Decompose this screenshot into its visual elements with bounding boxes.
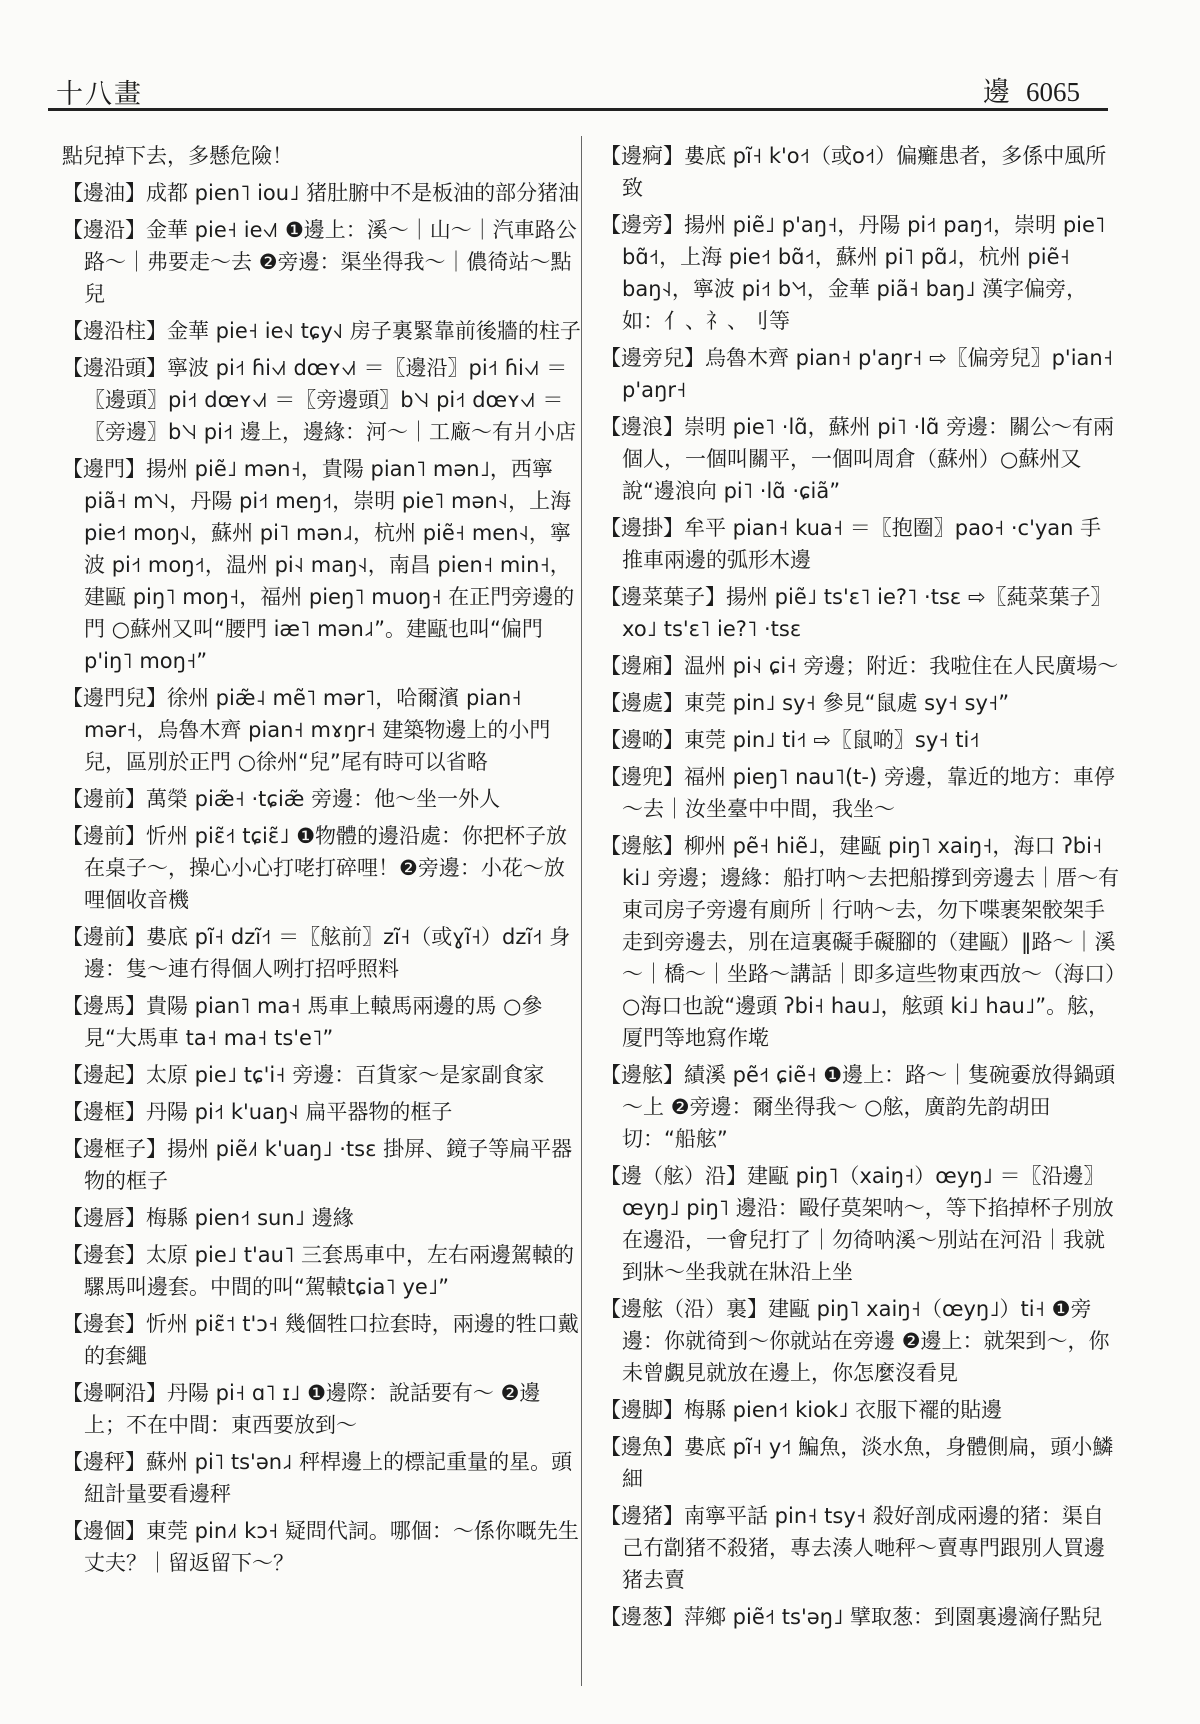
- entry: 【邊馬】貴陽 pian˥ ma˧ 馬車上轅馬兩邊的馬 ○參見“大馬車 ta˧ ma˧ ts'e˥”: [62, 994, 543, 1050]
- entry: 【邊猪】南寧平話 pin˧ tsy˧ 殺好剖成兩邊的猪：渠自己冇劏猪不殺猪，專去湊人哋秤～賣專門跟別人買邊猪去賣: [600, 1504, 1106, 1592]
- left-column: [62, 140, 582, 1584]
- entry: 【邊門】揚州 piẽ˩ mən˧，貴陽 pian˥ mən˩，西寧 piã˧ m˥˧˨，丹陽 pi˧˦ meŋ˧˦，崇明 pie˥ mən˧˨，上海 pie˧˦ moŋ˧˩，蘇州 pi˥ mən˩˨，杭州 piẽ˧ men˧˨，寧波 pi˧˦ moŋ˧˦，温州 pi˧˨ maŋ˧˨，南昌 pien˧ min˧，建甌 piŋ˥ moŋ˧，福州 pieŋ˥ muoŋ˧ 在正門旁邊的門 ○蘇州又叫“腰門 iæ˥ mən˩˨”。建甌也叫“偏門 p'iŋ˥ moŋ˧”: [62, 457, 575, 673]
- entry: 【邊葱】萍鄉 piẽ˧˦ ts'əŋ˩ 擘取葱：到園裏邊滴仔點兒: [600, 1605, 1102, 1629]
- entry: 【邊魚】婁底 pĩ˧ y˧˦ 鯿魚，淡水魚，身體側扁，頭小鱗細: [600, 1435, 1114, 1491]
- entry: 【邊沿頭】寧波 pi˧˦ ɦi˧˩˦ dœʏ˧˩˦ ＝〖邊沿〗pi˧˦ ɦi˧˩˦ ＝〖邊頭〗pi˧˦ dœʏ˧˩˦ ＝〖旁邊頭〗b˥˧˨ pi˧˦ dœʏ˧˩˦ ＝〖旁邊〗b˥˧˨ pi˧˦ 邊上，邊緣：河～｜工廠～有爿小店: [62, 356, 576, 444]
- entry: 【邊舷】績溪 pẽ˧˦ ɕiẽ˧ ❶邊上：路～｜隻碗嫑放得鍋頭～上 ❷旁邊：爾坐得我～ ○舷，廣韵先韵胡田切：“船舷”: [600, 1063, 1116, 1151]
- entry: 【邊（舷）沿】建甌 piŋ˥（xaiŋ˧）œyŋ˩ ＝〖沿邊〗œyŋ˩ piŋ˥ 邊沿：毆仔莫架呐～，等下掐掉杯子別放在邊沿，一會兒打了｜勿徛呐溪～別站在河沿｜我就到牀～坐我就在牀沿上坐: [600, 1164, 1114, 1284]
- entry: 【邊啊沿】丹陽 pi˧ ɑ˥ ɪ˩ ❶邊際：說話要有～ ❷邊上；不在中間：東西要放到～: [62, 1381, 541, 1437]
- right-column: [600, 140, 1120, 1638]
- entry: 【邊旁兒】烏魯木齊 pian˧ p'aŋr˧ ⇨〖偏旁兒〗p'ian˧ p'aŋr˧: [600, 346, 1114, 402]
- entry: 【邊沿柱】金華 pie˧ ie˧˩ tɕy˧˩ 房子裏緊靠前後牆的柱子: [62, 319, 581, 343]
- head-character: 邊: [983, 77, 1010, 108]
- entry: 【邊痾】婁底 pĩ˧ k'o˧˦（或o˧˦）偏癱患者，多係中風所致: [600, 144, 1107, 200]
- header-rule: [48, 108, 1108, 111]
- entry: 【邊框】丹陽 pi˧˦ k'uaŋ˧˨ 扁平器物的框子: [62, 1100, 453, 1124]
- entry: 【邊唇】梅縣 pien˧˦ sun˩ 邊緣: [62, 1206, 354, 1230]
- entry: 點兒掉下去，多懸危險！: [62, 144, 293, 168]
- page-number: 6065: [1026, 77, 1080, 107]
- entry: 【邊沿】金華 pie˧ ie˧˩˥ ❶邊上：溪～｜山～｜汽車路公路～｜弗要走～去 ❷旁邊：渠坐得我～｜儂徛站～點兒: [62, 218, 577, 306]
- entry: 【邊門兒】徐州 piæ̃˨ mẽ˥ mər˥，哈爾濱 pian˧ mər˧，烏魯木齊 pian˧ mɤŋr˧ 建築物邊上的小門兒，區別於正門 ○徐州“兒”尾有時可以省略: [62, 686, 551, 774]
- entry: 【邊脚】梅縣 pien˧˦ kiok˩ 衣服下襬的貼邊: [600, 1398, 1003, 1422]
- entry: 【邊兜】福州 pieŋ˥ nau˥(t-) 旁邊，靠近的地方：車停～去｜汝坐臺中中間，我坐～: [600, 765, 1115, 821]
- entry: 【邊菜葉子】揚州 piẽ˩ ts'ɛ˥ ie?˥ ·tsɛ ⇨〖蒓菜葉子〗xo˩ ts'ɛ˥ ie?˥ ·tsɛ: [600, 585, 1112, 641]
- entry: 【邊前】婁底 pĩ˧ dzĩ˧˦ ＝〖舷前〗zĩ˧（或ɣĩ˧）dzĩ˧˦ 身邊：隻～連冇得個人咧打招呼照料: [62, 925, 571, 981]
- entry: 【邊處】東莞 pin˩ sy˧ 參見“鼠處 sy˧ sy˧”: [600, 691, 1010, 715]
- entry: 【邊旁】揚州 piẽ˩ p'aŋ˧，丹陽 pi˧˦ paŋ˧˦，崇明 pie˥ bɑ̃˧˦，上海 pie˧˦ bɑ̃˧˦，蘇州 pi˥ pɑ̃˩˨，杭州 piẽ˧ baŋ˧˨，寧波 pi˧˦ b˥˧˦，金華 piã˧ baŋ˩ 漢字偏旁，如：亻、礻、刂等: [600, 213, 1106, 333]
- entry: 【邊套】太原 pie˩ t'au˥ 三套馬車中，左右兩邊駕轅的騾馬叫邊套。中間的叫“駕轅tɕia˥ ye˩”: [62, 1243, 575, 1299]
- entry: 【邊舷】柳州 pẽ˧ hiẽ˩，建甌 piŋ˥ xaiŋ˧，海口 ʔbi˧ ki˩ 旁邊；邊緣：船打呐～去把船撐到旁邊去｜厝～有東司房子旁邊有廁所｜行呐～去，勿下喋裹架骹架手走到旁邊去，別在這裏礙手礙腳的（建甌）‖路～｜溪～｜橋～｜坐路～講話｜即多這些物東西放～（海口）○海口也說“邊頭 ʔbi˧ hau˩，舷頭 ki˩ hau˩”。舷，厦門等地寫作墘: [600, 834, 1120, 1050]
- entry: 【邊框子】揚州 piẽ˩˦ k'uaŋ˩ ·tsɛ 掛屏、鏡子等扁平器物的框子: [62, 1137, 573, 1193]
- entry: 【邊浪】崇明 pie˥ ·lɑ̃，蘇州 pi˥ ·lɑ̃ 旁邊：關公～有兩個人，一個叫關平，一個叫周倉（蘇州）○蘇州又說“邊浪向 pi˥ ·lɑ̃ ·ɕiã”: [600, 415, 1115, 503]
- entry: 【邊起】太原 pie˩ tɕ'i˧ 旁邊：百貨家～是家副食家: [62, 1063, 545, 1087]
- entry: 【邊前】忻州 piɛ̃˧˦ tɕiɛ̃˩ ❶物體的邊沿處：你把杯子放在桌子～，操心小心打咾打碎哩！❷旁邊：小花～放哩個收音機: [62, 824, 568, 912]
- entry: 【邊廂】温州 pi˧˨ ɕi˧ 旁邊；附近：我啦住在人民廣場～: [600, 654, 1119, 678]
- section-header: 十八畫: [56, 79, 143, 110]
- entry: 【邊秤】蘇州 pi˥ ts'ən˩˨ 秤桿邊上的標記重量的星。頭紐計量要看邊秤: [62, 1450, 573, 1506]
- entry: 【邊啲】東莞 pin˩ ti˧˦ ⇨〖鼠啲〗sy˧ ti˧˦: [600, 728, 980, 752]
- page-header: [983, 70, 1080, 109]
- entry: 【邊油】成都 pien˥ iou˩ 猪肚腑中不是板油的部分猪油: [62, 181, 580, 205]
- entry: 【邊前】萬榮 piæ̃˧ ·tɕiæ̃ 旁邊：他～坐一外人: [62, 787, 501, 811]
- entry: 【邊套】忻州 piɛ̃˦ t'ɔ˧ 幾個牲口拉套時，兩邊的牲口戴的套繩: [62, 1312, 579, 1368]
- entry: 【邊舷（沿）裏】建甌 piŋ˥ xaiŋ˧（œyŋ˩）ti˧ ❶旁邊：你就徛到～你就站在旁邊 ❷邊上：就架到～，你未曾覷見就放在邊上，你怎麼沒看見: [600, 1297, 1110, 1385]
- entry: 【邊個】東莞 pin˩˦ kɔ˧ 疑問代詞。哪個：～係你嘅先生丈夫？｜留返留下～？: [62, 1519, 579, 1575]
- entry: 【邊掛】牟平 pian˧ kua˧ ＝〖抱圈〗pao˧ ·c'yan 手推車兩邊的弧形木邊: [600, 516, 1102, 572]
